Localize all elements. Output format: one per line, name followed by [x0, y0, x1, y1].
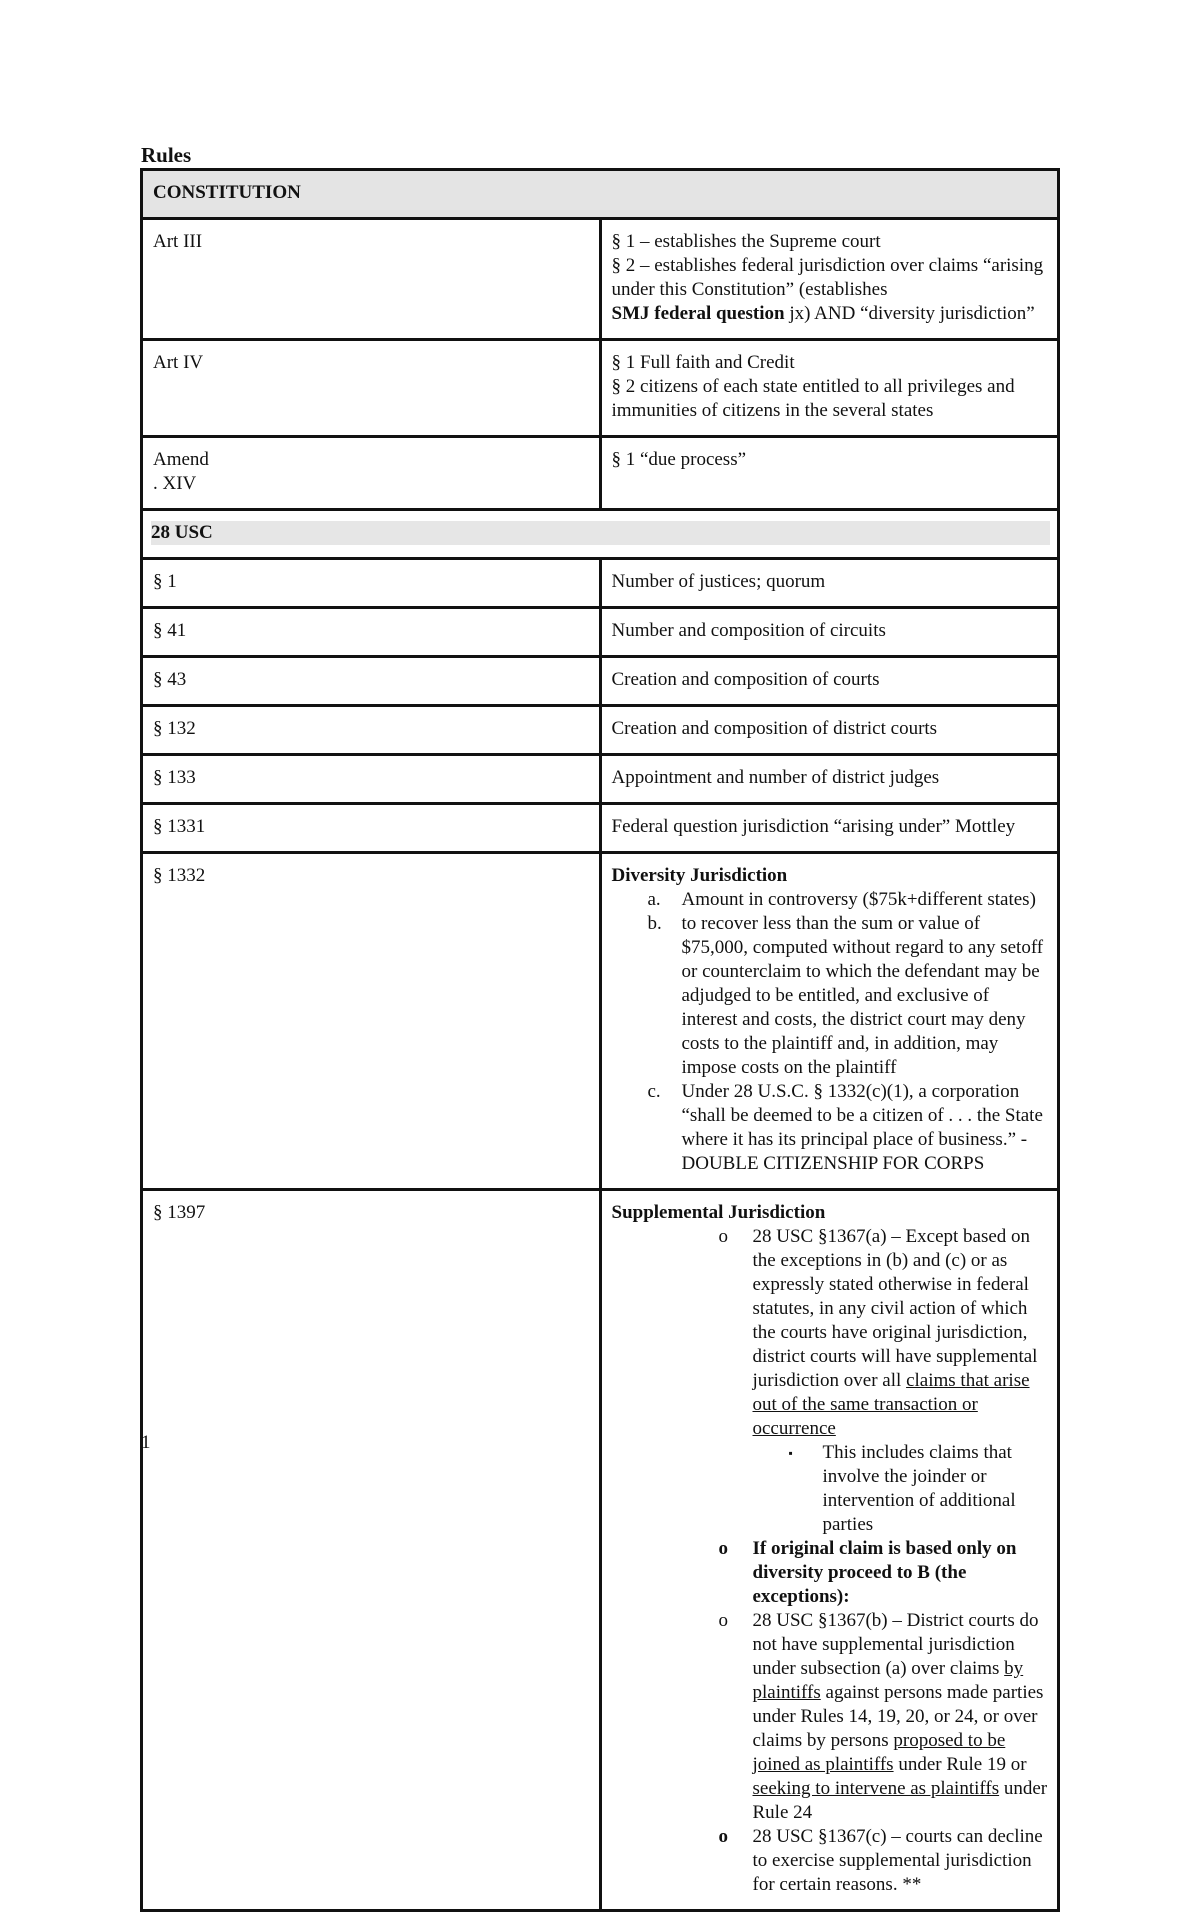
bullet-o-icon: o [718, 1610, 728, 1631]
row-title: Supplemental Jurisdiction [611, 1202, 826, 1223]
row-title: Diversity Jurisdiction [611, 865, 788, 886]
table-row [142, 219, 1059, 340]
content-line: § 1 Full faith and Credit [611, 352, 795, 373]
row-content: § 1 “due process” [600, 437, 1059, 510]
list-item: o If original claim is based only on diversity proceed to B (the exceptions): [718, 1538, 1017, 1607]
row-content [600, 853, 1059, 1190]
table-row [142, 755, 1059, 804]
content-line: § 2 – establishes federal jurisdiction over claims “arising under this Constitution” (establishes [611, 255, 1044, 300]
table-row [142, 340, 1059, 437]
content-line: SMJ federal question jx) AND “diversity jurisdiction” [611, 303, 1035, 324]
table-row [142, 559, 1059, 608]
row-content [600, 1190, 1059, 1911]
row-content: Number and composition of circuits [600, 608, 1059, 657]
table-row-diversity [142, 853, 1059, 1190]
page-title: Rules [141, 143, 192, 167]
bullet-o-icon: o [718, 1226, 728, 1247]
row-label: § 1332 [142, 853, 601, 1190]
row-label: § 1397 [142, 1190, 601, 1911]
row-label: § 132 [142, 706, 601, 755]
list-item: b. to recover less than the sum or value of $75,000, computed without regard to any setoff or counterclaim to which the defendant may be adjudged to be entitled, and exclusive of interest and costs, the district court may deny costs to the plaintiff and, in addition, may impose costs on the plaintiff [647, 913, 1044, 1078]
bullet-o-icon: o [718, 1826, 728, 1847]
section-header-constitution: CONSTITUTION [142, 170, 1059, 219]
row-label: § 43 [142, 657, 601, 706]
page-number: 1 [141, 1432, 151, 1453]
bold-term: SMJ federal question [611, 303, 785, 324]
row-label: § 1331 [142, 804, 601, 853]
list-subitem: ▪ This includes claims that involve the joinder or intervention of additional parties [788, 1442, 1016, 1535]
table-row [142, 706, 1059, 755]
table-row [142, 657, 1059, 706]
list-item: o 28 USC §1367(c) – courts can decline to exercise supplemental jurisdiction for certain reasons. ** [718, 1826, 1043, 1895]
list-item: a. Amount in controversy ($75k+different states) [647, 889, 1036, 910]
row-label: § 1 [142, 559, 601, 608]
list-item: o 28 USC §1367(a) – Except based on the exceptions in (b) and (c) or as expressly stated otherwise in federal statutes, in any civil action of which the courts have original jurisdiction, district courts will have supplemental jurisdiction over all claims that arise out of the same transaction or occurrence [718, 1226, 1038, 1439]
rules-table [140, 168, 1060, 1912]
row-content: Number of justices; quorum [600, 559, 1059, 608]
table-row-supplemental [142, 1190, 1059, 1911]
table-row [142, 437, 1059, 510]
list-item: o 28 USC §1367(b) – District courts do not have supplemental jurisdiction under subsection (a) over claims by plaintiffs against persons made parties under Rules 14, 19, 20, or 24, or over claims by persons proposed to be joined as plaintiffs under Rule 19 or seeking to intervene as plaintiffs under Rule 24 [718, 1610, 1048, 1823]
section-header-row [142, 510, 1059, 559]
supplemental-list [612, 1225, 1049, 1897]
row-content [600, 340, 1059, 437]
bullet-o-icon: o [718, 1538, 728, 1559]
square-bullet-icon: ▪ [788, 1446, 793, 1460]
row-content: Creation and composition of district courts [600, 706, 1059, 755]
row-content: Federal question jurisdiction “arising under” Mottley [600, 804, 1059, 853]
content-line: § 2 citizens of each state entitled to all privileges and immunities of citizens in the several states [611, 376, 1015, 421]
table-row [142, 608, 1059, 657]
row-label: § 41 [142, 608, 601, 657]
content-line: § 1 – establishes the Supreme court [611, 231, 881, 252]
table-row [142, 804, 1059, 853]
diversity-list [612, 888, 1049, 1176]
row-content [600, 219, 1059, 340]
section-header-row [142, 170, 1059, 219]
row-label: Amend . XIV [142, 437, 601, 510]
list-item: c. Under 28 U.S.C. § 1332(c)(1), a corporation “shall be deemed to be a citizen of . . . the State where it has its principal place of business.” - DOUBLE CITIZENSHIP FOR CORPS [647, 1081, 1043, 1174]
row-label: Art IV [142, 340, 601, 437]
row-label: Art III [142, 219, 601, 340]
row-content: Appointment and number of district judges [600, 755, 1059, 804]
row-label: § 133 [142, 755, 601, 804]
section-header-usc: 28 USC [142, 510, 1059, 559]
row-content: Creation and composition of courts [600, 657, 1059, 706]
